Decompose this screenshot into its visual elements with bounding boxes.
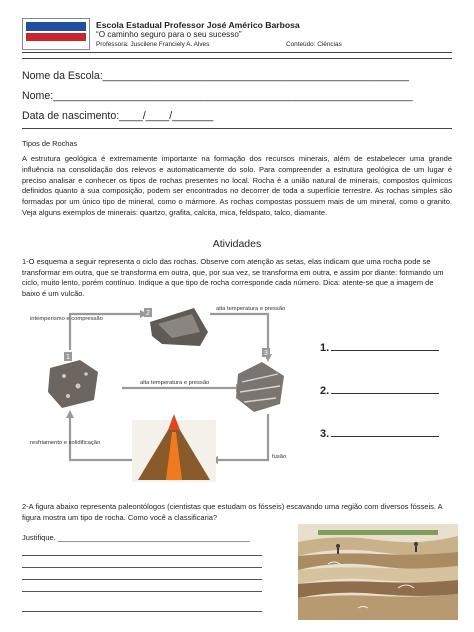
rock-cycle-diagram: [22, 302, 294, 488]
school-name: Escola Estadual Professor José Américo Barbosa: [96, 20, 300, 30]
label-cooling: resfriamento e solidificação: [30, 440, 101, 446]
header-divider-2: [22, 58, 452, 59]
answer-2[interactable]: 2.: [320, 383, 439, 397]
igneous-rock-image: [48, 360, 98, 408]
diagram-number-2: 2: [146, 310, 150, 317]
answer-line[interactable]: [22, 579, 262, 580]
diagram-number-1: 1: [66, 354, 70, 361]
subject: Conteúdo: Ciências: [286, 41, 342, 48]
fossil-excavation-image: [298, 524, 458, 620]
diagram-number-3: 3: [264, 350, 268, 357]
answer-line[interactable]: [22, 555, 262, 556]
school-motto: “O caminho seguro para o seu sucesso”: [96, 30, 242, 39]
answer-line[interactable]: [22, 567, 262, 568]
activities-title: Atividades: [212, 238, 262, 250]
answer-1[interactable]: 1.: [320, 340, 439, 354]
header-divider: [22, 52, 452, 53]
teacher-name: Professora: Juscilene Franciely A. Alves: [96, 41, 210, 48]
label-high-temp-mid: alta temperatura e pressão: [140, 380, 210, 386]
fields-divider: [22, 128, 452, 129]
school-logo: [22, 18, 90, 50]
school-name-field[interactable]: Nome da Escola:____________________________________________________: [22, 70, 410, 82]
birth-date-field[interactable]: Data de nascimento:____/____/_______: [22, 110, 214, 122]
answer-line[interactable]: [22, 591, 262, 592]
justify-line[interactable]: Justifique. ______________________________________________: [22, 533, 250, 542]
question-2: 2-A figura abaixo representa paleontólogos (cientistas que estudam os fósseis) escavando uma região com diversos fósseis. A figura mostra um tipo de rocha. Como você a classificaria?: [22, 502, 443, 522]
label-fusion: fusão: [272, 454, 287, 460]
question-1: 1-O esquema a seguir representa o ciclo das rochas. Observe com atenção as setas, elas indicam que uma rocha pode se transformar em outra, que se transforma em outra, que, por sua vez, se transforma em outra, e assim por diante: formando um ciclo, muito lento, porém contínuo. Indique a que tipo de rocha corresponde cada número. Dica: atente-se que a imagem de baixo é um vulcão.: [22, 257, 444, 298]
section-title: Tipos de Rochas: [22, 139, 78, 148]
answer-line[interactable]: [22, 611, 262, 612]
label-high-temp-top: alta temperatura e pressão: [216, 306, 286, 312]
student-name-field[interactable]: Nome:_____________________________________________________________: [22, 90, 413, 102]
label-weathering: intemperismo e compressão: [30, 316, 103, 322]
intro-paragraph: A estrutura geológica é extremamente importante na formação dos recursos minerais, além de estabelecer uma grande influência na consolidação dos relevos e automaticamente do solo. Para compreender a estrutura geológica de um lugar é preciso analisar e conhecer os tipos de rochas presentes no local. Rocha é a união natural de minerais, compostos químicos definidos quanto à sua composição, podem ser encontrados no decorrer de toda a superfície terrestre. As rochas simples são formadas por um único tipo de mineral, como o mármore. As rochas compostas possuem mais de um mineral, como o granito. Veja alguns exemplos de minerais: quartzo, grafita, calcita, mica, feldspato, talco, diamante.: [22, 154, 452, 217]
answer-3[interactable]: 3.: [320, 426, 439, 440]
